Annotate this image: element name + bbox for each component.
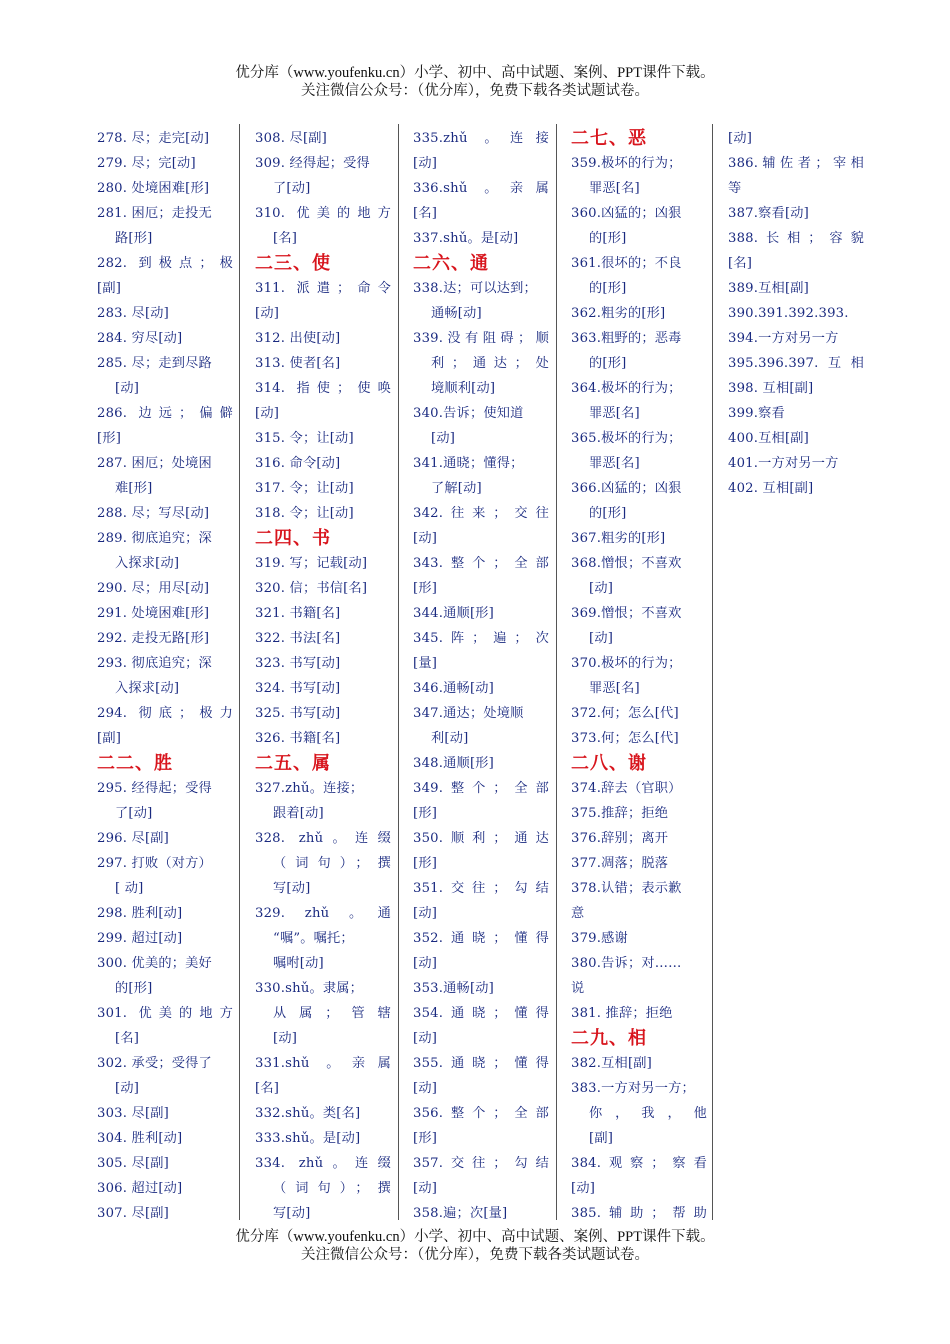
entry-line: 297. 打败（对方） <box>97 856 212 871</box>
entry-line: 350.顺利；通达 <box>413 831 549 846</box>
entry-line: 376.辞别；离开 <box>571 831 669 846</box>
entry-line: [动] <box>413 1181 438 1196</box>
entry-line: 353.通畅[动] <box>413 981 495 996</box>
entry-line: [动] <box>413 1081 438 1096</box>
entry-line: 291. 处境困难[形] <box>97 606 210 621</box>
entry-line: 395.396.397.互相 <box>728 356 864 371</box>
entry-line: 301. 优美的地方 <box>97 1006 233 1021</box>
entry-line: 280. 处境困难[形] <box>97 181 210 196</box>
entry-line: 331.shǔ 。亲属 <box>255 1056 391 1071</box>
entry-line: 382.互相[副] <box>571 1056 653 1071</box>
entry-line: [动] <box>728 131 753 146</box>
entry-line: 372.何；怎么[代] <box>571 706 679 721</box>
entry-line: 340.告诉；使知道 <box>413 406 524 421</box>
entry-line: 348.通顺[形] <box>413 756 495 771</box>
entry-line: 说 <box>571 981 585 996</box>
entry-continuation: 利[动] <box>431 731 469 746</box>
entry-continuation: [动] <box>273 1031 298 1046</box>
entry-line: [动] <box>255 306 280 321</box>
entry-line: 282. 到极点；极 <box>97 256 233 271</box>
entry-line: 363.粗野的；恶毒 <box>571 331 682 346</box>
entry-line: 359.极坏的行为； <box>571 156 682 171</box>
entry-line: [名] <box>413 206 438 221</box>
entry-line: 349.整个；全部 <box>413 781 549 796</box>
entry-line: [形] <box>413 806 438 821</box>
entry-continuation: 嘱咐[动] <box>273 956 324 971</box>
entry-line: 322. 书法[名] <box>255 631 341 646</box>
entry-continuation: [名] <box>115 1031 140 1046</box>
entry-line: 370.极坏的行为； <box>571 656 682 671</box>
entry-line: 325. 书写[动] <box>255 706 341 721</box>
entry-line: 343.整个；全部 <box>413 556 549 571</box>
entry-line: 342.往来；交往 <box>413 506 549 521</box>
entry-line: 321. 书籍[名] <box>255 606 341 621</box>
entry-line: 383.一方对另一方； <box>571 1081 695 1096</box>
entry-line: [动] <box>413 1031 438 1046</box>
entry-line: 365.极坏的行为； <box>571 431 682 446</box>
entry-line: 398. 互相[副] <box>728 381 814 396</box>
column-divider <box>239 124 240 1220</box>
entry-line: 399.察看 <box>728 406 785 421</box>
entry-continuation: 的[形] <box>589 356 627 371</box>
column-1 <box>97 126 233 1226</box>
section-heading: 二四、书 <box>255 528 331 549</box>
entry-line: 等 <box>728 181 742 196</box>
entry-line: [动] <box>255 406 280 421</box>
entry-continuation: 入探求[动] <box>115 556 180 571</box>
entry-line: 302. 承受；受得了 <box>97 1056 212 1071</box>
entry-line: 332.shǔ。类[名] <box>255 1106 361 1121</box>
entry-line: 354.通晓；懂得 <box>413 1006 549 1021</box>
entry-line: 278. 尽；走完[动] <box>97 131 210 146</box>
entry-line: 287. 困厄；处境困 <box>97 456 212 471</box>
entry-line: 351.交往；勾结 <box>413 881 549 896</box>
entry-continuation: [动] <box>589 581 614 596</box>
entry-continuation: 的[形] <box>589 231 627 246</box>
entry-line: 309. 经得起；受得 <box>255 156 370 171</box>
entry-line: 290. 尽；用尽[动] <box>97 581 210 596</box>
header-line-1: 优分库（www.youfenku.cn）小学、初中、高中试题、案例、PPT课件下载。 <box>235 65 715 81</box>
entry-line: 368.憎恨；不喜欢 <box>571 556 682 571</box>
entry-line: 375.推辞；拒绝 <box>571 806 669 821</box>
entry-line: 327.zhǔ。连接； <box>255 781 364 796</box>
entry-line: 339.没有阻碍；顺 <box>413 331 549 346</box>
entry-line: 337.shǔ。是[动] <box>413 231 519 246</box>
entry-line: 329. zhǔ 。通 <box>255 906 391 921</box>
entry-line: 394.一方对另一方 <box>728 331 839 346</box>
footer-line-1: 优分库（www.youfenku.cn）小学、初中、高中试题、案例、PPT课件下载。 <box>235 1229 715 1245</box>
entry-line: 314. 指使；使唤 <box>255 381 391 396</box>
entry-continuation: 罪恶[名] <box>589 456 640 471</box>
entry-line: 279. 尽；完[动] <box>97 156 196 171</box>
entry-line: 344.通顺[形] <box>413 606 495 621</box>
entry-line: 316. 命令[动] <box>255 456 341 471</box>
entry-continuation: 跟着[动] <box>273 806 324 821</box>
entry-line: 300. 优美的；美好 <box>97 956 212 971</box>
entry-line: 335.zhǔ 。连接 <box>413 131 549 146</box>
entry-continuation: 的[形] <box>589 506 627 521</box>
entry-line: 379.感谢 <box>571 931 628 946</box>
entry-line: 286. 边远；偏僻 <box>97 406 233 421</box>
section-heading: 二二、胜 <box>97 753 173 774</box>
entry-continuation: [动] <box>115 1081 140 1096</box>
column-divider <box>556 124 557 1220</box>
column-3 <box>413 126 549 1226</box>
entry-continuation: 罪恶[名] <box>589 681 640 696</box>
entry-line: 341.通晓；懂得； <box>413 456 524 471</box>
header-line-2: 关注微信公众号：（优分库），免费下载各类试题试卷。 <box>301 83 649 99</box>
entry-line: 意 <box>571 906 585 921</box>
section-heading: 二七、恶 <box>571 128 647 149</box>
entry-line: 380.告诉；对…… <box>571 956 682 971</box>
entry-continuation: 境顺利[动] <box>431 381 496 396</box>
entry-continuation: [ 动] <box>115 881 144 896</box>
entry-line: 281. 困厄；走投无 <box>97 206 212 221</box>
entry-line: 387.察看[动] <box>728 206 810 221</box>
entry-line: 374.辞去（官职） <box>571 781 682 796</box>
entry-line: 313. 使者[名] <box>255 356 341 371</box>
entry-line: 288. 尽；写尽[动] <box>97 506 210 521</box>
entry-line: 317. 令；让[动] <box>255 481 354 496</box>
entry-line: 293. 彻底追究；深 <box>97 656 212 671</box>
entry-line: [动] <box>413 156 438 171</box>
entry-line: 323. 书写[动] <box>255 656 341 671</box>
section-heading: 二三、使 <box>255 253 331 274</box>
entry-line: 364.极坏的行为； <box>571 381 682 396</box>
entry-continuation: 从属；管辖 <box>273 1006 391 1021</box>
entry-continuation: 罪恶[名] <box>589 406 640 421</box>
entry-line: 390.391.392.393. <box>728 306 849 321</box>
entry-continuation: [名] <box>273 231 298 246</box>
entry-continuation: “嘱”。嘱托； <box>273 931 354 946</box>
entry-line: 306. 超过[动] <box>97 1181 183 1196</box>
entry-continuation: 了解[动] <box>431 481 482 496</box>
entry-line: 384.观察；察看 <box>571 1156 707 1171</box>
entry-line: [形] <box>413 856 438 871</box>
entry-line: 320. 信；书信[名] <box>255 581 368 596</box>
entry-line: 361.很坏的；不良 <box>571 256 682 271</box>
entry-continuation: 入探求[动] <box>115 681 180 696</box>
entry-line: 305. 尽[副] <box>97 1156 170 1171</box>
entry-line: 285. 尽；走到尽路 <box>97 356 212 371</box>
entry-line: 373.何；怎么[代] <box>571 731 679 746</box>
entry-line: 401.一方对另一方 <box>728 456 839 471</box>
entry-continuation: 了[动] <box>273 181 311 196</box>
entry-line: [形] <box>413 1131 438 1146</box>
entry-line: 295. 经得起；受得 <box>97 781 212 796</box>
entry-line: 377.凋落；脱落 <box>571 856 669 871</box>
entry-continuation: [动] <box>115 381 140 396</box>
section-heading: 二五、属 <box>255 753 331 774</box>
entry-line: 307. 尽[副] <box>97 1206 170 1221</box>
entry-line: 386.辅佐者；宰相 <box>728 156 864 171</box>
entry-line: 310. 优美的地方 <box>255 206 391 221</box>
entry-line: [形] <box>413 581 438 596</box>
entry-continuation: [动] <box>431 431 456 446</box>
entry-line: 334. zhǔ。连缀 <box>255 1156 391 1171</box>
header-banner <box>0 64 950 100</box>
entry-line: 356.整个；全部 <box>413 1106 549 1121</box>
entry-line: 289. 彻底追究；深 <box>97 531 212 546</box>
entry-line: 299. 超过[动] <box>97 931 183 946</box>
footer-line-2: 关注微信公众号：（优分库），免费下载各类试题试卷。 <box>301 1247 649 1263</box>
entry-line: [量] <box>413 656 438 671</box>
entry-line: [动] <box>413 906 438 921</box>
entry-line: 389.互相[副] <box>728 281 810 296</box>
entry-continuation: [动] <box>589 631 614 646</box>
entry-continuation: 通畅[动] <box>431 306 482 321</box>
entry-line: 381. 推辞；拒绝 <box>571 1006 673 1021</box>
column-4 <box>571 126 707 1226</box>
column-5 <box>728 126 864 501</box>
entry-continuation: [副] <box>589 1131 614 1146</box>
column-divider <box>398 124 399 1220</box>
entry-line: [动] <box>571 1181 596 1196</box>
entry-line: 324. 书写[动] <box>255 681 341 696</box>
entry-line: 362.粗劣的[形] <box>571 306 666 321</box>
entry-line: 346.通畅[动] <box>413 681 495 696</box>
entry-continuation: 写[动] <box>273 881 311 896</box>
entry-line: 336.shǔ 。亲属 <box>413 181 549 196</box>
entry-line: 284. 穷尽[动] <box>97 331 183 346</box>
entry-line: 352.通晓；懂得 <box>413 931 549 946</box>
entry-continuation: 难[形] <box>115 481 153 496</box>
section-heading: 二八、谢 <box>571 753 647 774</box>
entry-line: 333.shǔ。是[动] <box>255 1131 361 1146</box>
entry-line: 347.通达；处境顺 <box>413 706 524 721</box>
entry-line: 402. 互相[副] <box>728 481 814 496</box>
entry-line: 345.阵；遍；次 <box>413 631 549 646</box>
entry-line: 355.通晓；懂得 <box>413 1056 549 1071</box>
entry-line: 388.长相；容貌 <box>728 231 864 246</box>
entry-continuation: 你，我，他 <box>589 1106 707 1121</box>
entry-line: 298. 胜利[动] <box>97 906 183 921</box>
entry-line: 338.达；可以达到； <box>413 281 537 296</box>
entry-line: 357.交往；勾结 <box>413 1156 549 1171</box>
entry-line: [动] <box>413 531 438 546</box>
entry-line: 296. 尽[副] <box>97 831 170 846</box>
entry-line: 283. 尽[动] <box>97 306 170 321</box>
entry-line: [形] <box>97 431 122 446</box>
entry-continuation: 路[形] <box>115 231 153 246</box>
entry-continuation: 罪恶[名] <box>589 181 640 196</box>
section-heading: 二九、相 <box>571 1028 647 1049</box>
entry-line: 328. zhǔ。连缀 <box>255 831 391 846</box>
footer-banner <box>0 1228 950 1264</box>
entry-line: 326. 书籍[名] <box>255 731 341 746</box>
entry-line: [名] <box>728 256 753 271</box>
entry-line: 304. 胜利[动] <box>97 1131 183 1146</box>
entry-continuation: 的[形] <box>589 281 627 296</box>
entry-continuation: 利；通达；处 <box>431 356 549 371</box>
entry-line: 312. 出使[动] <box>255 331 341 346</box>
entry-line: 311. 派遣；命令 <box>255 281 391 296</box>
entry-line: 308. 尽[副] <box>255 131 328 146</box>
entry-line: 358.遍；次[量] <box>413 1206 508 1221</box>
entry-line: 294. 彻底；极力 <box>97 706 233 721</box>
entry-line: 400.互相[副] <box>728 431 810 446</box>
entry-line: 315. 令；让[动] <box>255 431 354 446</box>
entry-line: 366.凶猛的；凶狠 <box>571 481 682 496</box>
entry-continuation: （词句）；撰 <box>273 856 391 871</box>
entry-line: 378.认错；表示歉 <box>571 881 682 896</box>
entry-line: 303. 尽[副] <box>97 1106 170 1121</box>
entry-line: [副] <box>97 731 122 746</box>
entry-line: [副] <box>97 281 122 296</box>
column-2 <box>255 126 391 1226</box>
section-heading: 二六、通 <box>413 253 489 274</box>
entry-line: 385.辅助；帮助 <box>571 1206 707 1221</box>
entry-continuation: 了[动] <box>115 806 153 821</box>
entry-continuation: 的[形] <box>115 981 153 996</box>
entry-line: 292. 走投无路[形] <box>97 631 210 646</box>
entry-line: 369.憎恨；不喜欢 <box>571 606 682 621</box>
entry-line: 318. 令；让[动] <box>255 506 354 521</box>
entry-line: 360.凶猛的；凶狠 <box>571 206 682 221</box>
entry-line: 330.shǔ。隶属； <box>255 981 364 996</box>
entry-line: [名] <box>255 1081 280 1096</box>
entry-continuation: 写[动] <box>273 1206 311 1221</box>
entry-line: 319. 写；记载[动] <box>255 556 368 571</box>
entry-line: 367.粗劣的[形] <box>571 531 666 546</box>
column-divider <box>712 124 713 1220</box>
entry-continuation: （词句）；撰 <box>273 1181 391 1196</box>
entry-line: [动] <box>413 956 438 971</box>
